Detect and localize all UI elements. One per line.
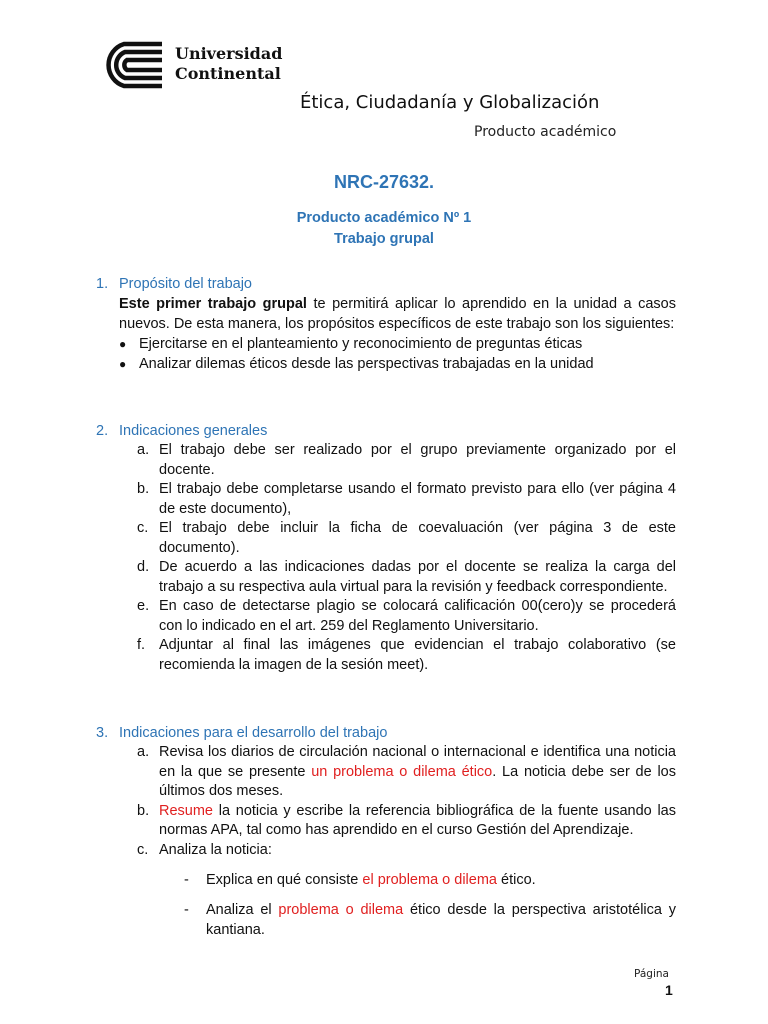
item-text: Analiza la noticia: xyxy=(159,841,272,858)
list-item xyxy=(96,519,676,558)
item-label: a. xyxy=(137,744,150,760)
section-development-instructions xyxy=(96,723,676,940)
page-number: 1 xyxy=(665,982,673,998)
item-text: ético. xyxy=(496,872,536,888)
list-item xyxy=(96,900,676,940)
item-label: c. xyxy=(137,520,149,536)
list-item xyxy=(96,441,676,480)
item-label: b. xyxy=(137,802,150,819)
university-name-line1: Universidad xyxy=(175,44,283,63)
item-text: la noticia y escribe la referencia bibliográfica de la fuente usando las normas APA, tal como has aprendido en el curso Gestión del Aprendizaje. xyxy=(159,802,676,838)
item-label: d. xyxy=(137,559,150,575)
highlight-text: un problema o dilema ético xyxy=(311,763,493,780)
item-text: . La noticia debe ser de los últimos dos meses. xyxy=(159,763,676,799)
list-item: ● Ejercitarse en el planteamiento y reconocimiento de preguntas éticas xyxy=(119,334,676,354)
list-item xyxy=(96,743,676,802)
item-label: c. xyxy=(137,841,149,858)
item-text: ético desde la perspectiva aristotélica y kantiana. xyxy=(206,902,676,938)
university-name xyxy=(175,44,282,84)
section-title: Propósito del trabajo xyxy=(119,276,252,292)
page-label: Página xyxy=(634,968,669,980)
item-label: e. xyxy=(137,598,150,614)
list-item: ● Analizar dilemas éticos desde las perspectivas trabajadas en la unidad xyxy=(119,354,676,374)
purpose-lead-text: te permitirá aplicar lo aprendido en la unidad a casos nuevos. De esta manera, los propósitos específicos de este trabajo son los siguientes: xyxy=(119,296,676,332)
section-heading xyxy=(96,723,676,743)
item-text: En caso de detectarse plagio se colocará calificación 00(cero)y se procederá con lo indicado en el art. 259 del Reglamento Universitario. xyxy=(159,598,676,634)
general-instructions-list xyxy=(96,441,676,675)
product-heading xyxy=(0,208,768,250)
item-text: El trabajo debe ser realizado por el grupo previamente organizado por el docente. xyxy=(159,442,676,478)
purpose-paragraph xyxy=(119,294,676,334)
item-text: Revisa los diarios de circulación nacional o internacional e identifica una noticia en la que se presente xyxy=(159,744,676,780)
item-label: b. xyxy=(137,481,150,497)
section-title: Indicaciones generales xyxy=(119,423,268,439)
list-item xyxy=(96,597,676,636)
document-subtitle: Producto académico xyxy=(474,124,617,140)
list-item xyxy=(96,841,676,861)
section-purpose xyxy=(96,274,676,374)
highlight-text: el problema o dilema xyxy=(362,872,497,888)
item-text: El trabajo debe completarse usando el formato previsto para ello (ver página 4 de este documento), xyxy=(159,481,676,517)
item-text: El trabajo debe incluir la ficha de coevaluación (ver página 3 de este documento). xyxy=(159,520,676,556)
university-name-line2: Continental xyxy=(175,64,281,83)
purpose-bullets xyxy=(119,334,676,374)
purpose-lead-bold: Este primer trabajo grupal xyxy=(119,296,307,312)
product-number: Producto académico Nº 1 xyxy=(296,210,472,226)
item-text: Analiza el xyxy=(206,902,279,918)
development-instructions-list xyxy=(96,743,676,860)
dash-marker: - xyxy=(184,872,189,888)
list-item xyxy=(96,636,676,675)
highlight-text: problema o dilema xyxy=(278,902,404,918)
highlight-text: Resume xyxy=(159,802,213,819)
section-number: 2. xyxy=(96,423,109,439)
item-text: Adjuntar al final las imágenes que evidencian el trabajo colaborativo (se recomienda la imagen de la sesión meet). xyxy=(159,637,676,673)
section-number: 3. xyxy=(96,725,109,741)
dash-marker: - xyxy=(184,902,189,918)
nrc-code: NRC-27632. xyxy=(333,172,435,192)
list-item xyxy=(96,480,676,519)
analysis-sublist xyxy=(96,870,676,940)
item-label: f. xyxy=(137,637,146,653)
list-item xyxy=(96,802,676,841)
section-general-instructions xyxy=(96,421,676,675)
product-type: Trabajo grupal xyxy=(334,231,434,247)
item-text: Explica en qué consiste xyxy=(206,872,363,888)
section-title: Indicaciones para el desarrollo del trabajo xyxy=(119,725,388,741)
item-label: a. xyxy=(137,442,150,458)
course-title: Ética, Ciudadanía y Globalización xyxy=(300,92,600,113)
section-heading xyxy=(96,274,676,294)
list-item xyxy=(96,870,676,890)
section-heading xyxy=(96,421,676,441)
list-item xyxy=(96,558,676,597)
section-number: 1. xyxy=(96,276,109,292)
item-text: De acuerdo a las indicaciones dadas por el docente se realiza la carga del trabajo a su respectiva aula virtual para la revisión y feedback correspondiente. xyxy=(159,559,676,595)
